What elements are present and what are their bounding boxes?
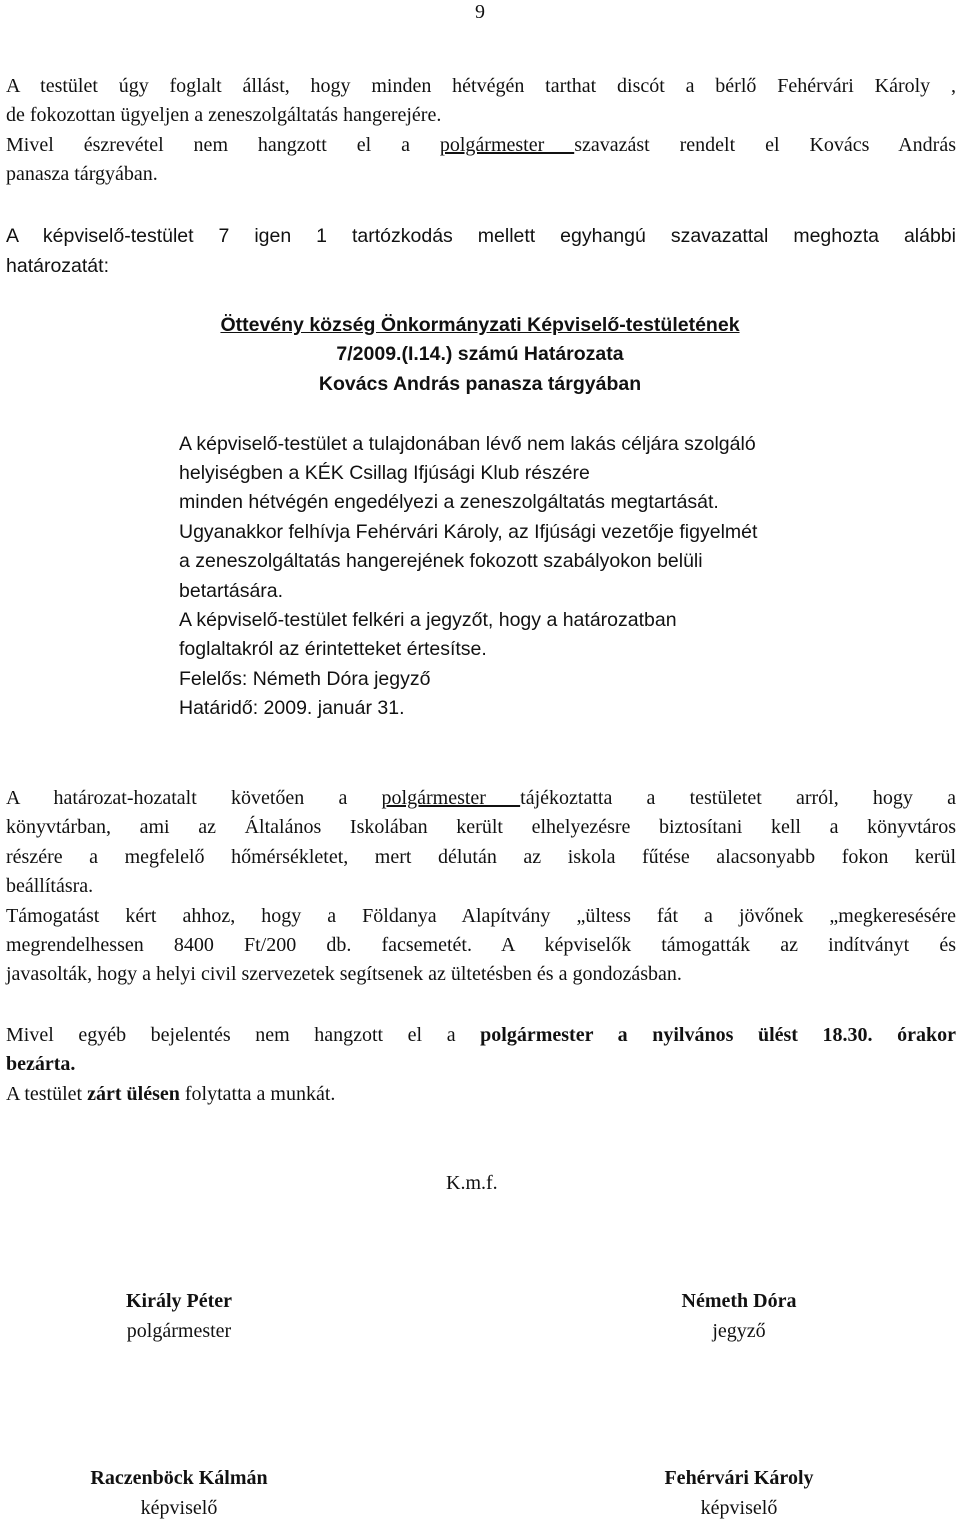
para1-line4: panasza tárgyában.: [6, 163, 158, 185]
signature-role-notary: jegyző: [712, 1320, 766, 1342]
closed-session: zárt ülésen: [87, 1083, 180, 1105]
signature-name-rep1: Raczenböck Kálmán: [90, 1467, 268, 1489]
para3-line3: részére a megfelelő hőmérsékletet, mert délután az iskola fűtése alacsonyabb fokon kerül: [6, 846, 956, 868]
para3-line5: Támogatást kért ahhoz, hogy a Földanya Alapítvány „ültess fát a jövőnek „megkeresésére: [6, 905, 956, 927]
signature-name-mayor: Király Péter: [125, 1290, 233, 1312]
para1-line2: de fokozottan ügyeljen a zeneszolgáltatás hangerejére.: [6, 104, 442, 126]
mayor-underlined: polgármester: [439, 134, 575, 156]
signature-name-rep2: Fehérvári Károly: [664, 1467, 814, 1489]
para1-line3: [6, 131, 956, 160]
para3-line4: beállításra.: [6, 875, 94, 897]
resolution-deadline: Határidő: 2009. január 31.: [179, 697, 405, 719]
resolution-line: betartására.: [179, 580, 284, 602]
para4-line2: bezárta.: [6, 1053, 76, 1075]
resolution-line: A képviselő-testület felkéri a jegyzőt, hogy a határozatban: [179, 609, 677, 631]
para4-line3: [6, 1080, 956, 1109]
signature-role-mayor: polgármester: [126, 1320, 232, 1342]
para3-line7: javasolták, hogy a helyi civil szervezetek segítsenek az ültetésben és a gondozásban.: [6, 963, 682, 985]
resolution-title: Öttevény község Önkormányzati Képviselő-testületének: [220, 314, 740, 336]
para3-line6: megrendelhessen 8400 Ft/200 db. facsemetét. A képviselők támogatták az indítványt és: [6, 934, 956, 956]
para4-line1: [6, 1021, 956, 1050]
resolution-line: Ugyanakkor felhívja Fehérvári Károly, az Ifjúsági vezetője figyelmét: [179, 521, 758, 543]
resolution-line: minden hétvégén engedélyezi a zeneszolgáltatás megtartását.: [179, 491, 719, 513]
para3-line1: [6, 784, 956, 813]
resolution-line: a zeneszolgáltatás hangerejének fokozott szabályokon belüli: [179, 550, 703, 572]
resolution-number: 7/2009.(I.14.) számú Határozata: [336, 343, 624, 365]
resolution-responsible: Felelős: Németh Dóra jegyző: [179, 668, 431, 690]
para4-line1-before: Mivel egyéb bejelentés nem hangzott el a: [6, 1024, 481, 1046]
signature-role-rep1: képviselő: [140, 1497, 218, 1519]
para4-line3-before: A testület: [6, 1083, 88, 1105]
para4-line1-bold: polgármester a nyilvános ülést 18.30. órakor: [480, 1024, 956, 1046]
para3-line1-before: A határozat-hozatalt követően a: [6, 787, 382, 809]
page-number: 9: [475, 1, 485, 23]
signature-name-notary: Németh Dóra: [681, 1290, 797, 1312]
resolution-subject: Kovács András panasza tárgyában: [318, 373, 642, 395]
mayor-underlined: polgármester: [381, 787, 521, 809]
para3-line1-after: tájékoztatta a testületet arról, hogy a: [520, 787, 956, 809]
para2-line2: határozatát:: [6, 255, 109, 277]
para1-line3-before: Mivel észrevétel nem hangzott el a: [6, 134, 440, 156]
para1-line3-after: szavazást rendelt el Kovács András: [574, 134, 957, 156]
resolution-line: A képviselő-testület a tulajdonában lévő nem lakás céljára szolgáló: [179, 433, 756, 455]
resolution-line: foglaltakról az érintetteket értesítse.: [179, 638, 487, 660]
para4-line3-after: folytatta a munkát.: [179, 1083, 336, 1105]
kmf: K.m.f.: [446, 1172, 498, 1194]
para1-line1: A testület úgy foglalt állást, hogy minden hétvégén tarthat discót a bérlő Fehérvári Károly ,: [6, 75, 956, 97]
para3-line2: könyvtárban, ami az Általános Iskolában került elhelyezésre biztosítani kell a könyvtáros: [6, 816, 956, 838]
signature-role-rep2: képviselő: [700, 1497, 778, 1519]
resolution-line: helyiségben a KÉK Csillag Ifjúsági Klub részére: [179, 462, 590, 484]
para2-line1: A képviselő-testület 7 igen 1 tartózkodás mellett egyhangú szavazattal meghozta alábbi: [6, 225, 956, 247]
